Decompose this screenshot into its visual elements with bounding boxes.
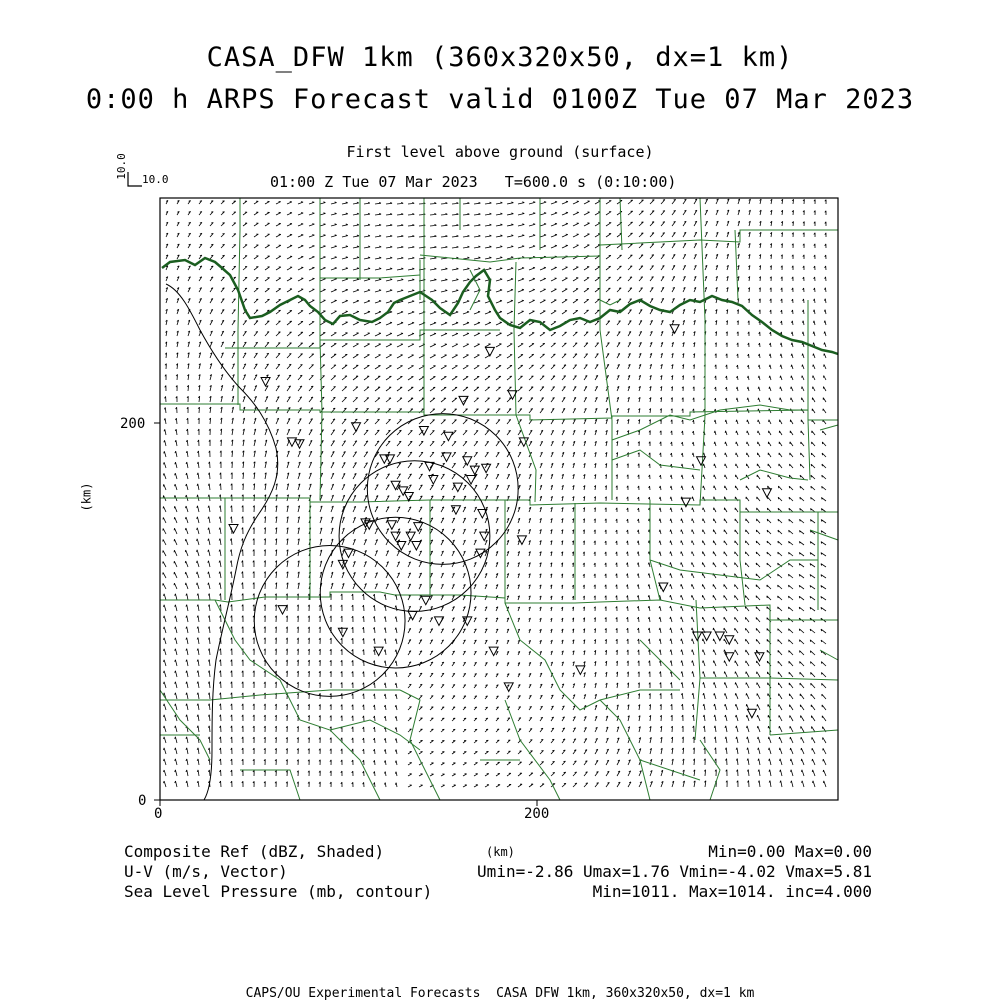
station-marker (391, 532, 400, 541)
station-marker (412, 542, 421, 551)
station-marker (399, 487, 408, 496)
level-subtitle: First level above ground (surface) (346, 143, 654, 161)
legend-wind-label: U-V (m/s, Vector) (124, 862, 288, 881)
legend-reflectivity-range: Min=0.00 Max=0.00 (708, 842, 872, 861)
station-marker (504, 683, 513, 692)
legend-pressure-range: Min=1011. Max=1014. inc=4.000 (592, 882, 872, 901)
station-marker (576, 666, 585, 675)
station-marker (670, 325, 679, 334)
station-marker (278, 606, 287, 615)
station-marker (696, 457, 705, 466)
reference-vector-horizontal-label: 10.0 (142, 173, 169, 186)
station-marker (480, 532, 489, 541)
wind-vector-field (163, 199, 826, 787)
station-marker (406, 532, 415, 541)
axis-ticks (154, 423, 537, 806)
valid-time-subtitle: 01:00 Z Tue 07 Mar 2023 T=600.0 s (0:10:00) (270, 173, 677, 191)
reference-vector-vertical-label: 10.0 (114, 153, 128, 180)
radar-ring-1 (339, 461, 490, 612)
radar-ring-3 (254, 546, 405, 697)
legend-reflectivity-label: Composite Ref (dBZ, Shaded) (124, 842, 385, 861)
station-marker (374, 647, 383, 656)
footer-credit: CAPS/OU Experimental Forecasts CASA DFW 1km, 360x320x50, dx=1 km (245, 986, 755, 1001)
station-marker (747, 709, 756, 718)
legend-pressure-label: Sea Level Pressure (mb, contour) (124, 882, 433, 901)
y-tick-label-0: 0 (138, 793, 147, 809)
station-marker (715, 632, 724, 641)
station-marker (702, 632, 711, 641)
plot-title-line1: CASA_DFW 1km (360x320x50, dx=1 km) (206, 42, 794, 73)
x-axis-label: (km) (486, 845, 515, 859)
station-marker (344, 549, 353, 558)
station-marker (463, 457, 472, 466)
plot-title-line2: 0:00 h ARPS Forecast valid 0100Z Tue 07 Mar 2023 (85, 84, 915, 115)
x-tick-label-0: 0 (154, 806, 163, 822)
y-axis-label: (km) (79, 482, 94, 512)
station-marker (429, 476, 438, 485)
reference-vector-icon (128, 172, 142, 186)
station-marker (453, 483, 462, 492)
station-marker (482, 464, 491, 473)
station-marker (338, 628, 347, 637)
station-marker (459, 396, 468, 405)
station-marker (444, 432, 453, 441)
station-marker (762, 489, 771, 498)
station-marker (387, 521, 396, 530)
station-marker (421, 596, 430, 605)
legend-wind-range: Umin=-2.86 Umax=1.76 Vmin=-4.02 Vmax=5.81 (477, 862, 872, 881)
x-tick-label-200: 200 (524, 806, 550, 822)
wind-vectors (163, 199, 826, 787)
station-marker (408, 611, 417, 620)
y-tick-label-200: 200 (120, 416, 146, 432)
